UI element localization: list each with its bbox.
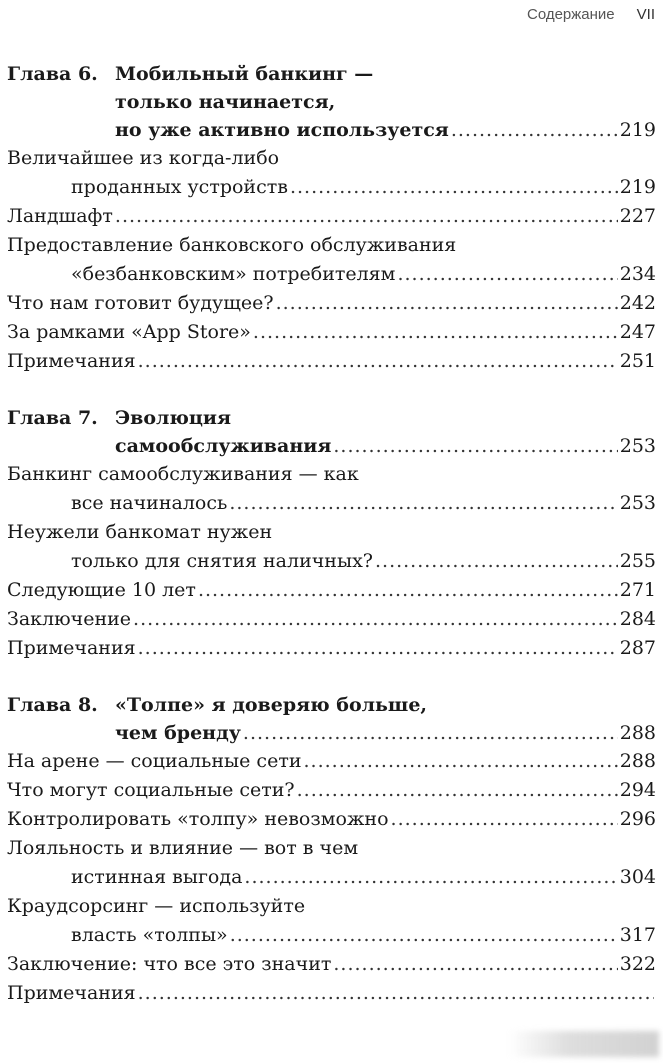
- chapter-title-line: но уже активно используется: [115, 119, 449, 141]
- entry-page-number: 271: [619, 579, 656, 601]
- chapter-number: Глава 6.: [7, 63, 98, 85]
- watermark-blur: [509, 1031, 659, 1057]
- entry-page-number: 288: [619, 750, 656, 772]
- entry-page-number: 304: [619, 866, 656, 888]
- dot-leader: [133, 605, 618, 634]
- chapter-block: [7, 691, 656, 1008]
- dot-leader: [297, 776, 618, 805]
- toc-entry-line: Что нам готовит будущее?: [7, 292, 274, 314]
- dot-leader: [230, 921, 618, 950]
- toc-entry-line: Заключение: [7, 608, 132, 630]
- chapter-block: [7, 60, 656, 376]
- dot-leader: [138, 634, 618, 663]
- chapter-title-line: «Толпе» я доверяю больше,: [115, 694, 428, 716]
- entry-page-number: 219: [619, 176, 656, 198]
- dot-leader: [375, 547, 618, 576]
- chapter-page-number: 253: [619, 435, 656, 457]
- dot-leader: [253, 318, 618, 347]
- dot-leader: [333, 432, 617, 460]
- dot-leader: [138, 979, 654, 1008]
- toc-entry[interactable]: [7, 289, 656, 318]
- entry-page-number: 287: [619, 637, 656, 659]
- toc-entry-line: Примечания: [7, 637, 136, 659]
- dot-leader: [115, 202, 618, 231]
- chapter-title: [115, 404, 656, 460]
- dot-leader: [290, 173, 618, 202]
- toc-entry[interactable]: [7, 776, 656, 805]
- dot-leader: [391, 805, 618, 834]
- entry-page-number: 296: [619, 808, 656, 830]
- toc-entry-line: Примечания: [7, 982, 136, 1004]
- entry-page-number: 242: [619, 292, 656, 314]
- chapter-title-line: самообслуживания: [115, 435, 332, 457]
- chapter-heading[interactable]: [7, 691, 656, 747]
- toc-entry[interactable]: [7, 347, 656, 376]
- toc-entry[interactable]: [7, 834, 656, 892]
- toc-entry-line: Контролировать «толпу» невозможно: [7, 808, 389, 830]
- toc-entry-line: За рамками «App Store»: [7, 321, 251, 343]
- toc-entry[interactable]: [7, 318, 656, 347]
- dot-leader: [304, 747, 618, 776]
- toc-entry-line: Лояльность и влияние — вот в чем: [7, 837, 359, 859]
- toc-entry-line: Предоставление банковского обслуживания: [7, 234, 457, 256]
- toc-entry-line: Примечания: [7, 350, 136, 372]
- toc-entry-line: проданных устройств: [71, 176, 288, 198]
- running-head: [527, 6, 655, 23]
- page-folio: VII: [636, 6, 655, 23]
- chapter-title: [115, 691, 656, 747]
- dot-leader: [243, 719, 618, 747]
- running-head-section: Содержание: [526, 6, 615, 23]
- toc-entry-line: Следующие 10 лет: [7, 579, 196, 601]
- toc-entry-line: Краудсорсинг — используйте: [7, 895, 306, 917]
- toc-entry[interactable]: [7, 950, 656, 979]
- chapter-number: Глава 8.: [7, 694, 98, 716]
- toc-entry-line: Заключение: что все это значит: [7, 953, 332, 975]
- toc-entry[interactable]: [7, 605, 656, 634]
- dot-leader: [229, 489, 617, 518]
- toc-entry[interactable]: [7, 634, 656, 663]
- entry-page-number: 234: [619, 263, 656, 285]
- toc-entry[interactable]: [7, 747, 656, 776]
- dot-leader: [451, 116, 618, 144]
- entry-page-number: 284: [619, 608, 656, 630]
- chapter-title-line: только начинается,: [115, 91, 336, 113]
- entry-page-number: 247: [619, 321, 656, 343]
- chapter-page-number: 288: [619, 722, 656, 744]
- toc-entry[interactable]: [7, 892, 656, 950]
- toc-entry[interactable]: [7, 460, 656, 518]
- entry-page-number: 317: [619, 924, 656, 946]
- chapter-title-line: Эволюция: [115, 407, 232, 429]
- chapter-number: Глава 7.: [7, 407, 98, 429]
- dot-leader: [138, 347, 618, 376]
- toc-entry-line: Неужели банкомат нужен: [7, 521, 273, 543]
- table-of-contents: [7, 60, 656, 1036]
- entry-page-number: 294: [619, 779, 656, 801]
- dot-leader: [276, 289, 618, 318]
- toc-entry[interactable]: [7, 805, 656, 834]
- entry-page-number: 322: [619, 953, 656, 975]
- toc-entry[interactable]: [7, 576, 656, 605]
- toc-entry[interactable]: [7, 518, 656, 576]
- dot-leader: [244, 863, 617, 892]
- chapter-heading[interactable]: [7, 60, 656, 144]
- toc-entry-line: Величайшее из когда-либо: [7, 147, 280, 169]
- entry-page-number: 253: [619, 492, 656, 514]
- chapter-page-number: 219: [619, 119, 656, 141]
- entry-page-number: 255: [619, 550, 656, 572]
- toc-entry[interactable]: [7, 202, 656, 231]
- toc-entry-line: Что могут социальные сети?: [7, 779, 295, 801]
- toc-entry-line: только для снятия наличных?: [71, 550, 373, 572]
- toc-entry[interactable]: [7, 231, 656, 289]
- toc-entry[interactable]: [7, 144, 656, 202]
- chapter-title-line: чем бренду: [115, 722, 241, 744]
- toc-entry-line: Ландшафт: [7, 205, 113, 227]
- toc-entry[interactable]: [7, 979, 656, 1008]
- chapter-heading[interactable]: [7, 404, 656, 460]
- dot-leader: [198, 576, 618, 605]
- toc-entry-line: На арене — социальные сети: [7, 750, 302, 772]
- chapter-title-line: Мобильный банкинг —: [115, 63, 374, 85]
- dot-leader: [397, 260, 617, 289]
- toc-entry-line: «безбанковским» потребителям: [71, 263, 396, 285]
- chapter-block: [7, 404, 656, 663]
- chapter-title: [115, 60, 656, 144]
- toc-entry-line: все начиналось: [71, 492, 228, 514]
- entry-page-number: 227: [619, 205, 656, 227]
- toc-entry-line: истинная выгода: [71, 866, 243, 888]
- entry-page-number: 251: [619, 350, 656, 372]
- toc-entry-line: Банкинг самообслуживания — как: [7, 463, 359, 485]
- toc-entry-line: власть «толпы»: [71, 924, 228, 946]
- dot-leader: [333, 950, 617, 979]
